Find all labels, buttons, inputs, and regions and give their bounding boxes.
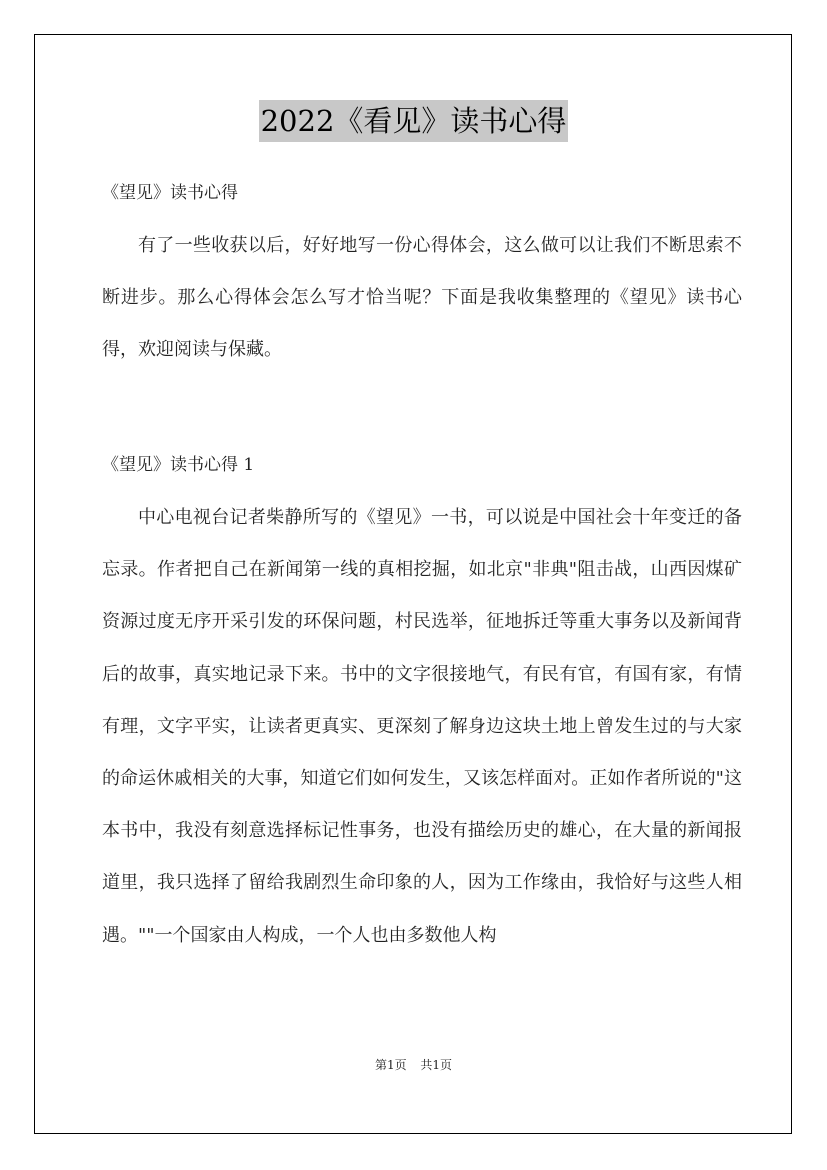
title-wrap [0, 100, 827, 142]
page-footer [0, 1056, 827, 1073]
page-number: 第1页 [374, 1058, 407, 1072]
section-heading: 《望见》读书心得 1 [102, 455, 255, 475]
document-subtitle: 《望见》读书心得 [102, 183, 238, 203]
intro-paragraph: 有了一些收获以后，好好地写一份心得体会，这么做可以让我们不断思索不断进步。那么心得体会怎么写才恰当呢？下面是我收集整理的《望见》读书心得，欢迎阅读与保藏。 [102, 235, 742, 361]
body-paragraph: 中心电视台记者柴静所写的《望见》一书，可以说是中国社会十年变迁的备忘录。作者把自己在新闻第一线的真相挖掘，如北京"非典"阻击战，山西因煤矿资源过度无序开采引发的环保问题，村民选举，征地拆迁等重大事务以及新闻背后的故事，真实地记录下来。书中的文字很接地气，有民有官，有国有家，有情有理，文字平实，让读者更真实、更深刻了解身边这块土地上曾发生过的与大家的命运休戚相关的大事，知道它们如何发生，又该怎样面对。正如作者所说的"这本书中，我没有刻意选择标记性事务，也没有描绘历史的雄心，在大量的新闻报道里，我只选择了留给我剧烈生命印象的人，因为工作缘由，我恰好与这些人相遇。""一个国家由人构成，一个人也由多数他人构 [102, 507, 742, 946]
page-total: 共1页 [420, 1058, 453, 1072]
document-title: 2022《看见》读书心得 [259, 100, 569, 142]
